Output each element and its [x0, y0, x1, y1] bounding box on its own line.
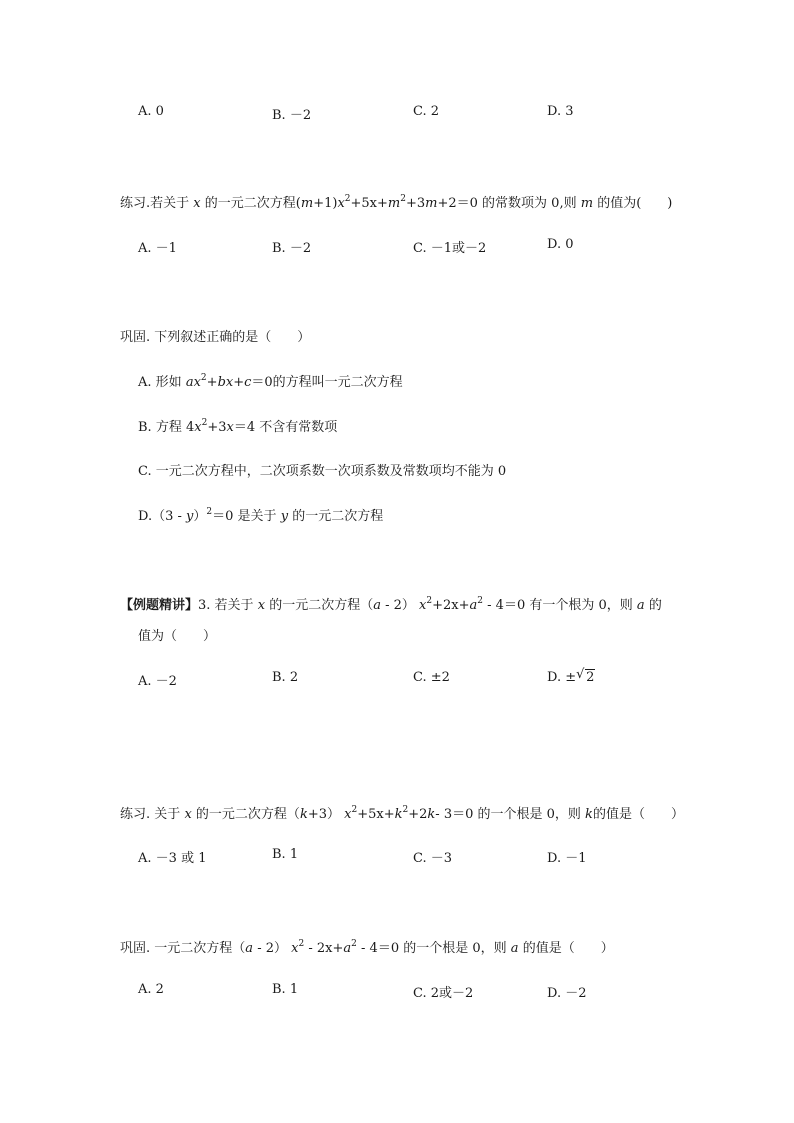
- q6-stem: 巩固. 一元二次方程（a - 2） $x^2 - 2x+a^2 - 4=0$ 的一个根是 0，则 a 的值是（ ）: [120, 939, 614, 956]
- q5-option-b: B. 1: [272, 847, 299, 862]
- sqrt-sign: √ 2: [576, 667, 595, 685]
- q1-option-a: A. 0: [138, 104, 164, 119]
- q6-options: [0, 982, 794, 1002]
- q4-stem: 【例题精讲】3. 若关于 x 的一元二次方程（a - 2） $x^2+2x+a^2 - 4=0$ 有一个根为 0，则 a 的: [120, 596, 662, 613]
- q5-option-c: C. －3: [413, 851, 453, 866]
- q4-option-b: B. 2: [272, 670, 299, 685]
- q2-option-a: A. －1: [138, 241, 177, 256]
- q5-option-d: D. －1: [547, 851, 587, 866]
- q5-option-a: A. －3 或 1: [138, 851, 207, 866]
- example-tag: 【例题精讲】: [120, 598, 199, 613]
- q2-option-c: C. －1或－2: [413, 241, 487, 256]
- q5-options: [0, 847, 794, 867]
- q2-options: [0, 237, 794, 257]
- q5-stem: 练习. 关于 x 的一元二次方程（k+3） $x^2+5x+k^2+2k-$ 3＝0 的一个根是 0，则 k的值是（ ）: [120, 805, 684, 822]
- q4-options: [0, 667, 794, 690]
- q4-stem-line2: 值为（ ）: [138, 629, 217, 644]
- q2-option-d: D. 0: [547, 237, 574, 252]
- q3-option-a: A. 形如 $ax^2+bx+c=0$的方程叫一元二次方程: [138, 373, 403, 390]
- q3-option-d: D.（3 - y）$^2$＝0 是关于 y 的一元二次方程: [138, 507, 384, 524]
- q6-option-c: C. 2或－2: [413, 986, 474, 1001]
- q3-option-c: C. 一元二次方程中，二次项系数一次项系数及常数项均不能为 0: [138, 464, 507, 479]
- q1-option-d: D. 3: [547, 104, 574, 119]
- q6-option-b: B. 1: [272, 982, 299, 997]
- q3-stem: 巩固. 下列叙述正确的是（ ）: [120, 330, 311, 345]
- q2-option-b: B. －2: [272, 241, 312, 256]
- q1-options: [0, 104, 794, 124]
- q6-option-a: A. 2: [138, 982, 164, 997]
- q2-stem: 练习.若关于 x 的一元二次方程$(m+1)x^2+5x+m^2+3m+2=0$ 的常数项为 0,则 m 的值为( ): [120, 194, 673, 211]
- q6-option-d: D. －2: [547, 986, 587, 1001]
- q4-option-c: C. ±2: [413, 670, 450, 685]
- q1-option-b: B. －2: [272, 108, 312, 123]
- q1-option-c: C. 2: [413, 104, 440, 119]
- q3-option-b: B. 方程 $4x^2+3x=4$ 不含有常数项: [138, 418, 338, 435]
- q4-option-d: D. ± √ 2: [547, 667, 595, 685]
- q4-option-a: A. －2: [138, 674, 177, 689]
